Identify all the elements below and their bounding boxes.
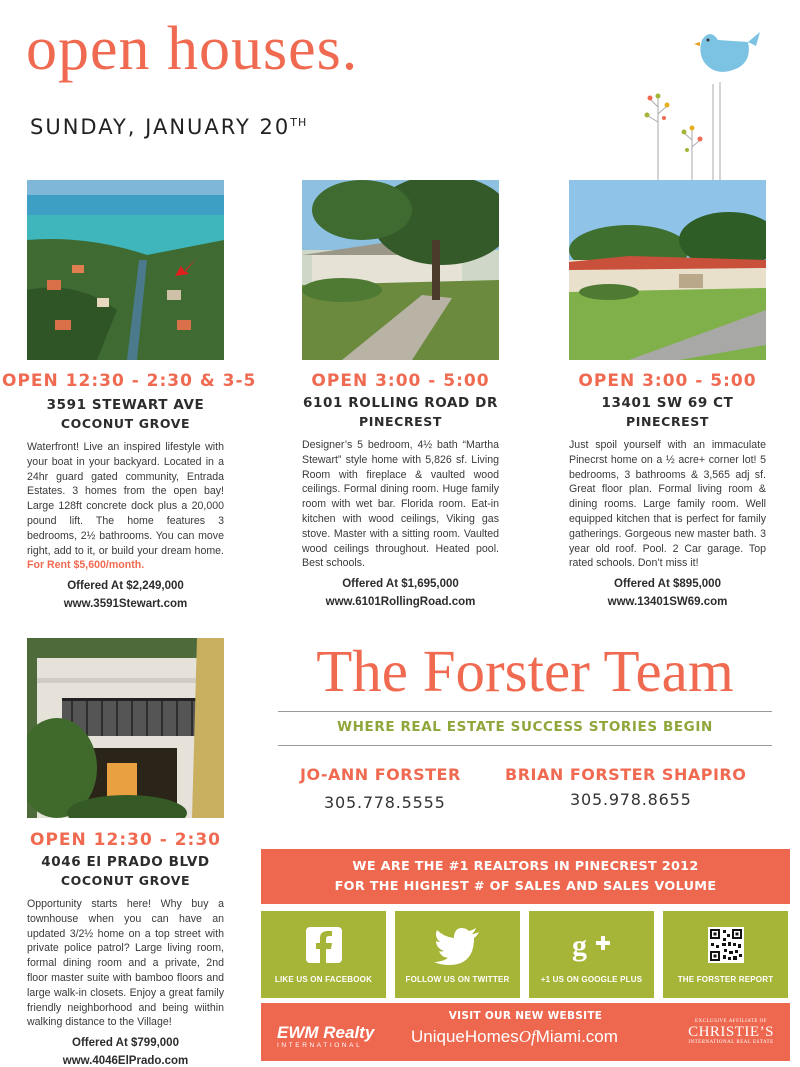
agent-1-name: JO-ANN FORSTER (300, 765, 461, 784)
listing-3-open-time: OPEN 3:00 - 5:00 (578, 371, 757, 391)
footer-bar (261, 1003, 790, 1061)
listing-1 (2, 371, 257, 391)
listing-4-open-time: OPEN 12:30 - 2:30 (30, 830, 221, 850)
christies-logo-name: CHRISTIE’S (688, 1024, 774, 1040)
ewm-logo (277, 1023, 387, 1049)
listing-2-open-time: OPEN 3:00 - 5:00 (311, 371, 490, 391)
listing-1-description (27, 440, 224, 573)
christies-logo (686, 1019, 776, 1045)
listing-1-website-link[interactable]: www.3591Stewart.com (63, 598, 188, 611)
christies-logo-subtitle: INTERNATIONAL REAL ESTATE (688, 1040, 774, 1045)
listing-2-photo (302, 180, 499, 360)
bird-illustration (620, 22, 770, 182)
listing-3-description: Just spoil yourself with an immaculate Pinecrst home on a ½ acre+ corner lot! 5 bedrooms, 3 bathrooms & 3,565 adj sf. Great floor plan. Formal living room & dining rooms. Large family room. Well equipped kitchen that is perfect for family gatherings. Gorgeous new master bath. 3 year old roof. Pool. 2 Car garage. Top rated schools. Don’t miss it! (569, 439, 766, 570)
listing-1-rent-note: For Rent $5,600/month. (27, 559, 145, 572)
event-date-suffix: TH (290, 116, 308, 129)
christies-logo-top: EXCLUSIVE AFFILIATE OF (694, 1019, 768, 1024)
banner-line-1: WE ARE THE #1 REALTORS IN PINECREST 2012 (352, 859, 699, 874)
divider-bottom (278, 745, 772, 746)
listing-4 (27, 830, 224, 1067)
listing-2-address: 6101 ROLLING ROAD DR (303, 395, 498, 411)
listing-3-area: PINECREST (625, 414, 710, 429)
facebook-icon (261, 925, 386, 965)
twitter-tile[interactable] (395, 911, 520, 998)
ranking-banner (261, 849, 790, 904)
listing-3-price: Offered At $895,000 (614, 578, 721, 591)
listing-4-photo (27, 638, 224, 818)
google-plus-label: +1 US ON GOOGLE PLUS (540, 975, 643, 984)
website-link-part-1: UniqueHomes (411, 1027, 519, 1046)
twitter-bird-icon (395, 925, 520, 965)
listing-3 (569, 371, 766, 608)
qr-code-icon (663, 925, 788, 965)
listing-1-details (27, 393, 224, 610)
ewm-logo-subtitle: INTERNATIONAL (277, 1042, 363, 1049)
agent-2-phone: 305.978.8655 (570, 790, 692, 809)
listing-1-open-time: OPEN 12:30 - 2:30 & 3-5 (2, 371, 257, 391)
ewm-logo-name: EWM Realty (277, 1023, 375, 1042)
listing-2-price: Offered At $1,695,000 (342, 578, 459, 591)
event-date-text: SUNDAY, JANUARY 20 (30, 115, 291, 139)
listing-3-photo (569, 180, 766, 360)
facebook-tile[interactable] (261, 911, 386, 998)
svg-text:g: g (571, 929, 587, 962)
listing-4-address: 4046 El PRADO BLVD (41, 854, 210, 870)
listing-2-website-link[interactable]: www.6101RollingRoad.com (325, 596, 476, 609)
forster-report-label: THE FORSTER REPORT (677, 975, 774, 984)
google-plus-icon (529, 925, 654, 965)
forster-report-tile[interactable] (663, 911, 788, 998)
listing-3-address: 13401 SW 69 CT (601, 395, 734, 411)
listing-2-area: PINECREST (358, 414, 443, 429)
listing-1-photo (27, 180, 224, 360)
listing-1-address: 3591 STEWART AVE (46, 397, 205, 413)
visit-website-label: VISIT OUR NEW WEBSITE (448, 1010, 603, 1022)
listing-4-area: COCONUT GROVE (60, 873, 191, 888)
listing-1-description-text: Waterfront! Live an inspired lifestyle with your boat in your backyard. Located in a 24hr guard gated community, Entrada Estates. 3 homes from the open bay! Large 128ft concrete dock plus a 20,000 pound lift. The home features 3 bedrooms, 2½ bathrooms. You can move right, add to it, or build your dream home. (27, 441, 224, 557)
google-plus-tile[interactable] (529, 911, 654, 998)
agent-2-name: BRIAN FORSTER SHAPIRO (505, 765, 747, 784)
website-link-part-3: Miami.com (535, 1027, 618, 1046)
listing-1-area: COCONUT GROVE (60, 416, 191, 431)
agent-1-phone: 305.778.5555 (324, 793, 446, 812)
website-link[interactable] (411, 1027, 618, 1047)
listing-3-website-link[interactable]: www.13401SW69.com (607, 596, 728, 609)
twitter-label: FOLLOW US ON TWITTER (405, 975, 510, 984)
listing-2-description: Designer’s 5 bedroom, 4½ bath “Martha Stewart” style home with 5,826 sf. Living Room with fireplace & vaulted wood ceilings. Formal dining room. Huge family room with wet bar. Florida room. Eat-in kitchen with wood ceilings, Viking gas stove. Master with a sitting room. Vaulted wood ceilings throughout. Heated pool. Best schools. (302, 439, 499, 570)
listing-4-price: Offered At $799,000 (72, 1037, 179, 1050)
team-name: The Forster Team (316, 638, 734, 704)
team-tagline: WHERE REAL ESTATE SUCCESS STORIES BEGIN (337, 719, 713, 735)
facebook-label: LIKE US ON FACEBOOK (274, 975, 373, 984)
page-title: open houses. (26, 15, 359, 83)
listing-1-price: Offered At $2,249,000 (67, 580, 184, 593)
listing-4-description: Opportunity starts here! Why buy a townhouse when you can have an updated 3/2½ home on a top street with private police patrol? Large living room, formal dining room and a private, 2nd floor master suite with bamboo floors and large walk-in closets. Enjoy a great family friendly neighborhood and being wiithin walking distance to the Village! (27, 898, 224, 1029)
website-link-part-2: Of (518, 1027, 536, 1046)
listing-2 (302, 371, 499, 608)
listing-4-website-link[interactable]: www.4046ElPrado.com (62, 1055, 189, 1067)
banner-line-2: FOR THE HIGHEST # OF SALES AND SALES VOLUME (334, 879, 717, 894)
event-date (30, 115, 307, 139)
divider-top (278, 711, 772, 712)
